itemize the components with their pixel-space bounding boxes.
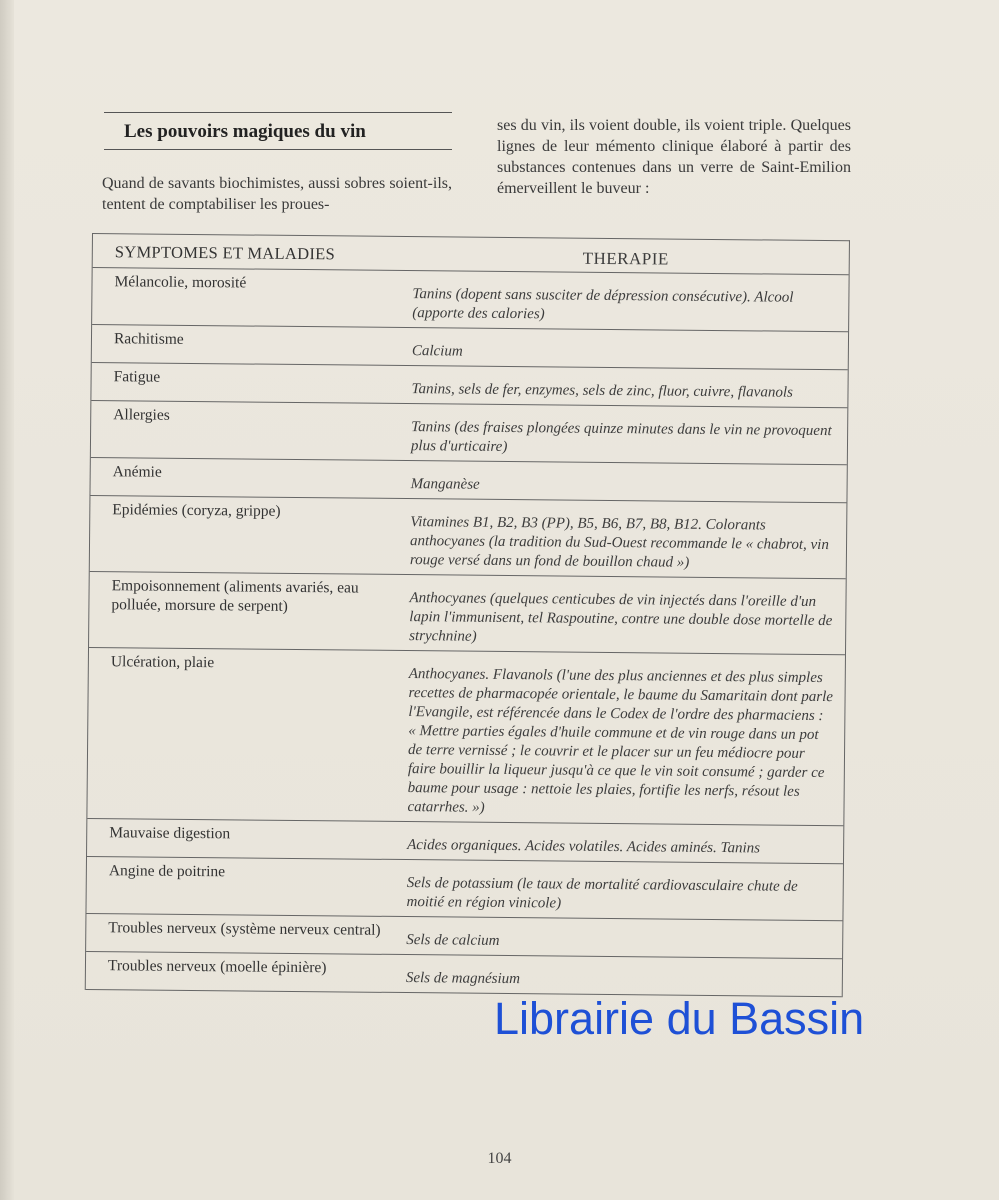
therapy-cell: Sels de calcium [406,932,500,949]
therapy-cell: Anthocyanes. Flavanols (l'une des plus anciennes et des plus simples recettes de pharmacopée orientale, le baume du Samaritain dont parle l'Evangile, est référencée dans le Codex de l'ordre des pharmaciens : « Mettre parties égales d'huile commune et de vin rouge dans un pot de terre vernissé ; le couvrir et le placer sur un feu médiocre pour faire bouillir la liqueur jusqu'à ce que le vin soit consumé ; garder ce baume pour usage : nettoie les plaies, fortifie les nerfs, résout les catarrhes. ») [407,666,834,816]
therapy-cell: Tanins (des fraises plongées quinze minutes dans le vin ne provoquent plus d'urticaire) [410,419,832,455]
table-row [87,648,845,826]
bookseller-watermark: Librairie du Bassin [494,993,865,1044]
table-row [86,952,842,997]
therapy-cell: Tanins (dopent sans susciter de dépression consécutive). Alcool (apporte des calories) [412,286,794,323]
symptom-cell: Epidémies (coryza, grippe) [112,501,281,520]
symptom-cell: Empoisonnement (aliments avariés, eau polluée, morsure de serpent) [111,577,359,615]
symptom-cell: Rachitisme [113,330,184,348]
table-row [92,268,849,332]
therapy-cell: Sels de magnésium [405,970,521,988]
symptom-cell: Troubles nerveux (système nerveux central) [108,919,381,939]
symptom-cell: Troubles nerveux (moelle épinière) [107,957,327,977]
table-row [90,496,847,579]
symptom-cell: Mauvaise digestion [109,824,231,843]
page-number: 104 [487,1150,512,1167]
therapy-cell: Tanins, sels de fer, enzymes, sels de zinc, fluor, cuivre, flavanols [411,381,793,401]
symptom-cell: Mélancolie, morosité [114,273,247,292]
table-row [86,857,843,921]
therapy-cell: Acides organiques. Acides volatiles. Acides aminés. Tanins [407,837,761,857]
page-gutter-shadow [0,0,14,1200]
intro-paragraph-right: ses du vin, ils voient double, ils voient triple. Quelques lignes de leur mémento clinique élaboré à partir des substances contenues dans un verre de Saint-Emilion émerveillent le buveur : [497,117,851,197]
therapy-cell: Calcium [411,343,463,360]
symptom-cell: Fatigue [113,368,161,386]
header-therapy: THERAPIE [582,248,669,269]
therapy-cell: Vitamines B1, B2, B3 (PP), B5, B6, B7, B8, B12. Colorants anthocyanes (la tradition du Sud-Ouest recommande le « chabrot, vin rouge versé dans un fond de bouillon chaud ») [409,514,829,571]
header-symptoms: SYMPTOMES ET MALADIES [114,242,336,264]
table-row [91,401,848,465]
therapy-cell: Manganèse [410,476,480,493]
symptom-cell: Anémie [112,463,162,481]
therapy-cell: Sels de potassium (le taux de mortalité cardiovasculaire chute de moitié en région vinicole) [406,875,798,912]
symptom-cell: Ulcération, plaie [110,653,215,672]
table-row [89,572,846,655]
section-title: Les pouvoirs magiques du vin [104,112,452,150]
intro-paragraph-left: Quand de savants biochimistes, aussi sobres soient-ils, tentent de comptabiliser les proues- [102,175,452,213]
therapy-cell: Anthocyanes (quelques centicubes de vin injectés dans l'oreille d'un lapin l'immunisent, tel Raspoutine, contre une double dose mortelle de strychnine) [409,590,833,645]
symptom-cell: Allergies [113,406,170,424]
symptom-cell: Angine de poitrine [108,862,226,881]
therapy-table [85,233,850,997]
